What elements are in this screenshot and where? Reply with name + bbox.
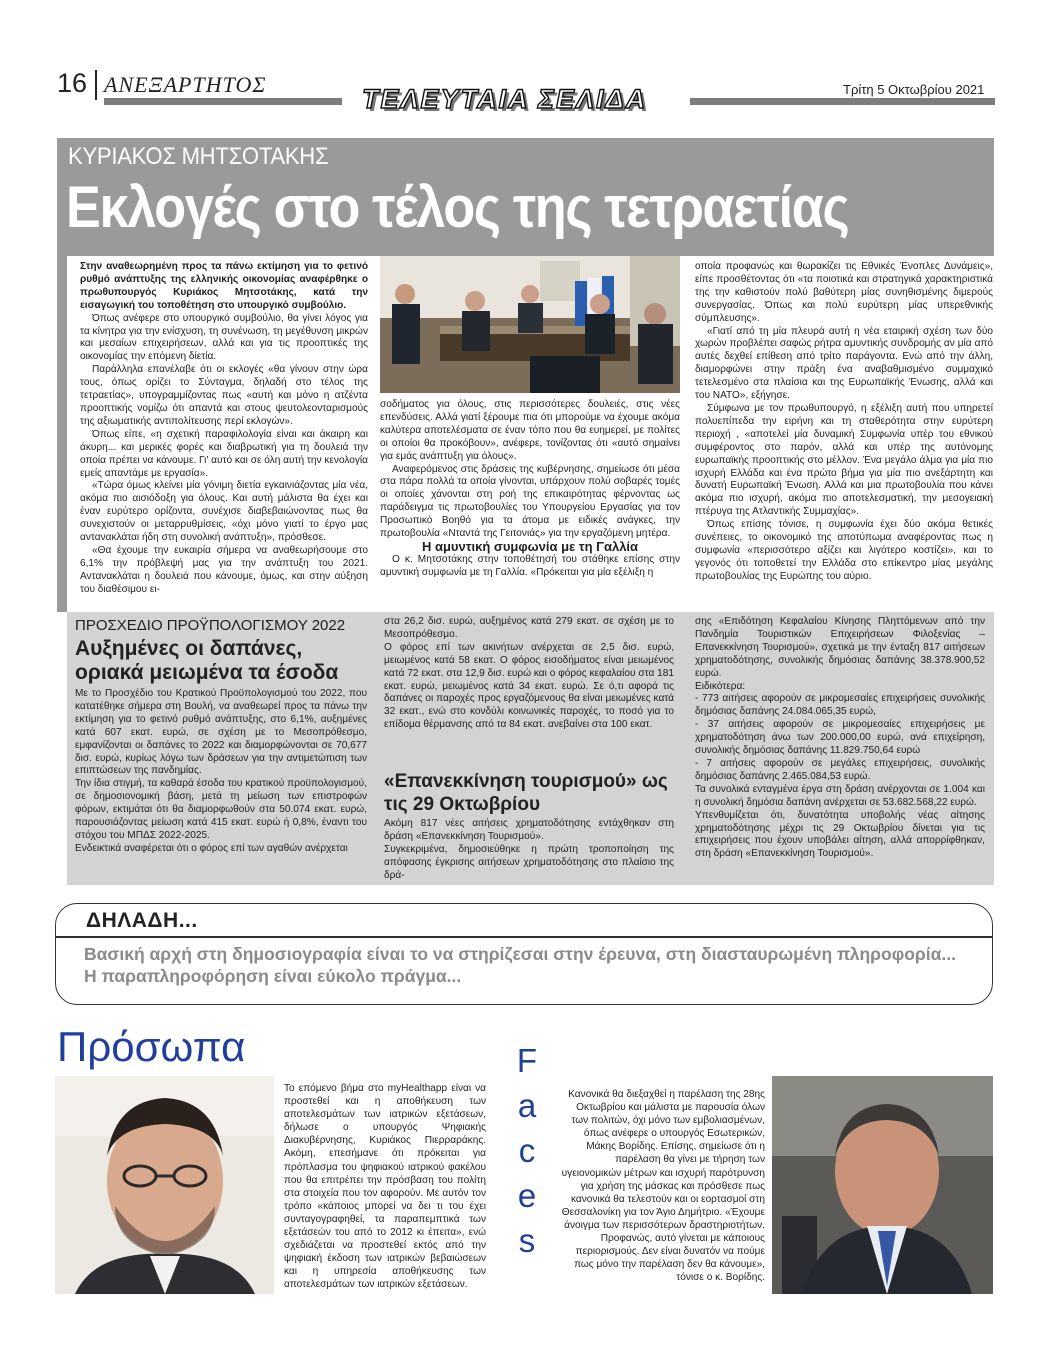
paragraph: Συγκεκριμένα, δημοσιεύθηκε η πρώτη τροποποίηση της απόφασης έγκρισης αιτήσεων χρηματοδότησης στο πλαίσιο της δρά- [384, 843, 674, 881]
faces-vertical-word [512, 1038, 542, 1263]
paragraph: Κανονικά θα διεξαχθεί η παρέλαση της 28ης Οκτωβρίου και μάλιστα με παρουσία όλων των πολιτών, όχι μόνο των εμβολιασμένων, όπως ανέφερε ο υπουργός Εσωτερικών, Μάκης Βορίδης. Επίσης, σημείωσε ότι η παρέλαση θα γίνει με τήρηση των υγειονομικών μέτρων και ισχυρή παρότρυνση για χρήση της μάσκας και πρόσθεσε πως κανονικά θα τελεστούν και οι εορτασμοί στη Θεσσαλονίκη για τον Άγιο Δημήτριο. «Έχουμε άνοιγμα των περισσότερων δραστηριοτήτων. Προφανώς, αυτό γίνεται με κάποιους περιορισμούς. Δεν είναι δυνατόν να πούμε πως μόνο την παρέλαση δεν θα κάνουμε», τόνισε ο κ. Βορίδης. [561, 1089, 765, 1284]
paragraph: Με το Προσχέδιο του Κρατικού Προϋπολογισμού του 2022, που κατατέθηκε σήμερα στη Βουλή, να αναθεωρεί προς τα πάνω την εκτίμηση για το φετινό ρυθμό ανάπτυξης, στο 6,1%, αυξημένες κατά 607 εκατ. ευρώ, σε σχέση με το Μεσοπρόθεσμο, εμφανίζονται οι δαπάνες το 2022 και διαμορφώνονται σε 70,677 δισ. ευρώ, κυρίως λόγω των δράσεων για την αντιμετώπιση των επιπτώσεων της πανδημίας. [75, 688, 367, 777]
faces-letter: e [517, 1177, 537, 1214]
paragraph: Ενδεικτικά αναφέρεται ότι ο φόρος επί των αγαθών ανέρχεται [75, 842, 348, 854]
section-title: ΤΕΛΕΥΤΑΙΑ ΣΕΛΙΔΑ [362, 84, 648, 114]
faces-letter: F [516, 1042, 538, 1079]
article-column-1 [80, 261, 368, 597]
paragraph: Όπως είπε, «η σχετική παραφιλολογία είναι και άκαιρη και άκυρη... και μερικές φορές και διαβρωτική για τη δουλειά την οποία πρέπει να κάνουμε. Γι' αυτό και σε όλη αυτή την κενολογία εμείς απαντάμε με εργασία». [80, 428, 369, 479]
budget-column-1 [75, 688, 367, 856]
budget-column-2 [384, 616, 674, 732]
paragraph: Όπως ανέφερε στο υπουργικό συμβούλιο, θα γίνει λόγος για τα κίνητρα για την ενίσχυση, τη συνένωση, τη μεγέθυνση μικρών και μεσαίων επιχειρήσεων, αλλά και για τις προοπτικές της οικονομίας την επόμενη δίετία. [80, 312, 368, 363]
column-shade [57, 256, 67, 612]
budget-headline: Αυξημένες οι δαπάνες, οριακά μειωμένα τα έσοδα [75, 637, 339, 684]
paragraph: Ακόμη 817 νέες αιτήσεις χρηματοδότησης εντάχθηκαν στη δράση «Επανεκκίνηση Τουρισμού». [384, 818, 674, 842]
article-subheading: Η αμυντική συμφωνία με τη Γαλλία [421, 538, 639, 554]
article-column-2 [380, 399, 680, 580]
paragraph: Όπως επίσης τόνισε, η συμφωνία έχει δύο ακόμα θετικές συνέπειες, το οικονομικό της αποτύπωμα αναφέροντας πως η συμφωνία «περισσότερο αξίζει και λιγότερο κοστίζει», και το γεγονός ότι τοποθετεί την Ελλάδα στο επίκεντρο μίας μεγάλης πρωτοβουλίας της Ευρώπης του αύριο. [695, 519, 993, 582]
prosopa-right-text [560, 1088, 765, 1284]
paragraph: Ειδικότερα: [695, 680, 746, 692]
article-kicker: ΚΥΡΙΑΚΟΣ ΜΗΤΣΟΤΑΚΗΣ [68, 143, 329, 170]
tourism-column-2 [384, 818, 674, 883]
article-headline: Εκλογές στο τέλος της τετραετίας [66, 175, 849, 240]
paragraph: Ο φόρος επί των ακινήτων ανέρχεται σε 2,5 δισ. ευρώ, μειωμένος κατά 58 εκατ. Ο φόρος εισοδήματος είναι μειωμένος κατά 72 εκατ. στα 12,9 δισ. ευρώ και ο φόρος κεφαλαίου στα 181 εκατ. ευρώ, μειωμένος κατά 34 εκατ. ευρώ. Σε ό,τι αφορά τις δαπάνες οι παροχές προς εργαζόμενους θα είναι μειωμένες κατά 32 εκατ., ενώ στο κονδύλι κοινωνικές παροχές, το ποσό για το επίδομα θέρμανσης από τα 84 εκατ. ανεβαίνει στα 100 εκατ. [384, 641, 674, 731]
header-divider [95, 70, 97, 100]
prosopa-left-text [284, 1082, 486, 1292]
paragraph: οποία προφανώς και θωρακίζει τις Εθνικές Ένοπλες Δυνάμεις», είπε προσθέτοντας ότι «τα ποιοτικά και στρατηγικά χαρακτηριστικά της την καθιστούν πολύ βαθύτερη μίας συνηθισμένης διμερούς συνεργασίας. Όπως και πολύ ευρύτερη μίας υπερεθνικής σύμπλευσης». [695, 261, 993, 324]
paragraph: Παράλληλα επανέλαβε ότι οι εκλογές «θα γίνουν στην ώρα τους, όπως ορίζει το Σύνταγμα, δηλαδή στο τέλος της τετραετίας», υπογραμμίζοντας πως «αυτή και μόνο η ατζέντα προοπτικής νομίζω ότι απαντά και στους ψευτολεονταρισμούς της αξιωματικής αντιπολίτευσης περί εκλογών». [80, 364, 368, 427]
paragraph: «Θα έχουμε την ευκαιρία σήμερα να αναθεωρήσουμε στο 6,1% την πρόβλεψή μας για την ανάπτυξη του 2021. Αντανακλάται η δουλειά που κάνουμε, όμως, και στην αύξηση του διαθέσιμου ει- [80, 544, 368, 595]
paper-name: ΑΝΕΞΑΡΤΗΤΟΣ [104, 72, 267, 97]
faces-letter: a [517, 1087, 537, 1124]
faces-letter: c [518, 1132, 536, 1169]
prosopa-title: Πρόσωπα [57, 1023, 246, 1070]
paragraph: σοδήματος για όλους, στις περισσότερες δουλειές, στις νέες επενδύσεις. Αλλά γιατί ξέρουμε πια ότι μπορούμε να έχουμε ακόμα καλύτερα αποτελέσματα σε έναν τόπο που θα ευημερεί, με πολίτες οι οποίοι θα προκόβουν», ανέφερε, τονίζοντας ότι «αυτό σημαίνει για εμάς ανάπτυξη για όλους». [380, 399, 680, 462]
tourism-headline: «Επανεκκίνηση τουρισμού» ως τις 29 Οκτωβρίου [384, 771, 668, 815]
article-column-3 [695, 261, 993, 584]
paragraph: Την ίδια στιγμή, τα καθαρά έσοδα του κρατικού προϋπολογισμού, σε δημοσιονομική βάση, μετά τη μείωση των επιστροφών φόρων, εκτιμάται ότι θα διαμορφωθούν στα 50.074 εκατ. ευρώ, παρουσιάζοντας μείωση κατά 415 εκατ. ευρώ ή 0,8%, έναντι του στόχου του ΜΠΔΣ 2022-2025. [75, 778, 367, 841]
paragraph: Ο κ. Μητσοτάκης στην τοποθέτησή του στάθηκε επίσης στην αμυντική συμφωνία με τη Γαλλία. «Πρόκειται για μία εξέλιξη η [380, 553, 680, 578]
article-lead: Στην αναθεωρημένη προς τα πάνω εκτίμηση για το φετινό ρυθμό ανάπτυξης της ελληνικής οικονομίας αναφέρθηκε ο πρωθυπουργός Κυριάκος Μητσοτάκης, κατά την εισαγωγική του τοποθέτηση στο υπουργικό συμβούλιο. [80, 261, 368, 311]
header-rule-left [104, 98, 342, 105]
header-rule-right [690, 98, 995, 105]
paragraph: Το επόμενο βήμα στο myHealthapp είναι να προστεθεί και η αποθήκευση των αποτελεσμάτων των ιατρικών εξετάσεων, δήλωσε ο υπουργός Ψηφιακής Διακυβέρνησης, Κυριάκος Πιερραράκης. Ακόμη, επεσήμανε ότι πρόκειται για πρόπλασμα του ψηφιακού ιατρικού φακέλου που θα επιτρέπει την πρόσβαση του πολίτη στα στοιχεία που τον αφορούν. Με αυτόν τον τρόπο «κάποιος μπορεί να δει τι του έχει συνταγογραφηθεί, τα παραπεμπτικά των εξετάσεών του από το 2012 κι έπειτα», ενώ σχεδιάζεται να προστεθεί εκτός από την ψηφιακή έκδοση των ιατρικών βεβαιώσεων και η υπηρεσία αποθήκευσης των αποτελεσμάτων των ιατρικών εξετάσεων. [284, 1083, 486, 1291]
voridis-photo [772, 1076, 993, 1294]
diladi-title: ΔΗΛΑΔΗ... [86, 909, 198, 932]
paragraph: - 773 αιτήσεις αφορούν σε μικρομεσαίες επιχειρήσεις συνολικής δημόσιας δαπάνης 24.084.065,35 ευρώ, [695, 693, 985, 718]
paragraph: «Τώρα όμως κλείνει μία γόνιμη διετία εγκαινιάζοντας μία νέα, ακόμα πιο αισιόδοξη για όλους. Και αυτή μάλιστα θα έχει και έναν ευρύτερο ορίζοντα, συνέχισε διαβεβαιώνοντας πως θα συνεχιστούν οι μεταρρυθμίσεις, «όχι μόνο γιατί το έργο μας αντανακλάται ήδη στη συνολική ανάπτυξη», πρόσθεσε. [80, 480, 368, 544]
header-date: Τρίτη 5 Οκτωβρίου 2021 [843, 82, 985, 97]
cabinet-meeting-photo [380, 256, 680, 393]
paragraph: σης «Επιδότηση Κεφαλαίου Κίνησης Πληττόμενων από την Πανδημία Τουριστικών Επιχειρήσεων Φιλοξενίας – Επανεκκίνηση Τουρισμού», σχετικά με την ένταξη 817 αιτήσεων χρηματοδότησης, συνολικής δημόσιας δαπάνης 38.378.900,52 ευρώ. [695, 616, 985, 679]
diladi-rule [56, 936, 992, 938]
paragraph: - 7 αιτήσεις αφορούν σε μεγάλες επιχειρήσεις, συνολικής δημόσιας δαπάνης 2.465.084,53 ευρώ. [695, 757, 985, 782]
paragraph: - 37 αιτήσεις αφορούν σε μικρομεσαίες επιχειρήσεις με χρηματοδότηση άνω των 200.000,00 ευρώ, ανά επιχείρηση, συνολικής δημόσιας δαπάνης 11.829.750,64 ευρώ [695, 719, 985, 757]
page-number: 16 [57, 68, 88, 98]
faces-letter: s [518, 1222, 536, 1259]
paragraph: Αναφερόμενος στις δράσεις της κυβέρνησης, σημείωσε ότι μέσα στα πάρα πολλά τα οποία γίνονται, υπάρχουν πολύ σοβαρές τομές οι οποίες χάνονται στη ροή της επικαιρότητας φέρνοντας ως παράδειγμα τις πρωτοβουλίες του Υπουργείου Εργασίας για τον Προσωπικό Βοηθό για τα άτομα με ειδικές ανάγκες, την πρωτοβουλία «Νταντά της Γειτονιάς» για την εργαζόμενη μητέρα. [380, 463, 680, 540]
paragraph: Υπενθυμίζεται ότι, δυνατότητα υποβολής νέας αίτησης χρηματοδότησης μέχρι τις 29 Οκτωβρίου δίνεται για τις επιχειρήσεις που έχουν υποβάλει αίτηση, αλλά απορρίφθηκαν, στη δράση «Επανεκκίνηση Τουρισμού». [695, 809, 985, 860]
diladi-text: Βασική αρχή στη δημοσιογραφία είναι το να στηρίζεσαι στην έρευνα, στη διασταυρωμένη πληροφορία... Η παραπληροφόρηση είναι εύκολο πράγμα... [84, 944, 956, 986]
paragraph: στα 26,2 δισ. ευρώ, αυξημένος κατά 279 εκατ. σε σχέση με το Μεσοπρόθεσμο. [384, 616, 674, 640]
paragraph: Τα συνολικά ενταγμένα έργα στη δράση ανέρχονται σε 1.004 και η συνολική δημόσια δαπάνη ανέρχεται σε 53.682.568,22 ευρώ. [695, 783, 985, 808]
paragraph: «Γιατί από τη μία πλευρά αυτή η νέα εταιρική σχέση των δύο χωρών προβλέπει σαφώς ρήτρα αμυντικής συνδρομής αν μία από αυτές δεχθεί επίθεση από τρίτο παράγοντα. Ενώ από την άλλη, διαμορφώνει στην πράξη ένα αναβαθμισμένο συμμαχικό τετελεσμένο στα πλαίσια και της Ευρωπαϊκής Ένωσης, αλλά και του ΝΑΤΟ», εξήγησε. [695, 325, 993, 402]
pierrakakis-photo [55, 1076, 274, 1294]
tourism-column-3 [695, 616, 985, 861]
paragraph: Σύμφωνα με τον πρωθυπουργό, η εξέλιξη αυτή που υπηρετεί πολυεπίπεδα την ειρήνη και τη σταθερότητα στην ευρύτερη περιοχή , «αποτελεί μία δυναμική Συμφωνία υπέρ του εθνικού συμφέροντος στο παρόν, αλλά και υπέρ της αυτόνομης ευρωπαϊκής προοπτικής στο μέλλον. Ένα μεγάλο άλμα για μία πιο ισχυρή Ελλάδα και ένα πρώτο βήμα για μία πιο ανεξάρτητη και δυνατή Ευρωπαϊκή Ένωση. Αλλά και μια πρωτοβουλία που κάνει ακόμα πιο ισχυρή, ακόμα πιο αποτελεσματική, την μεσογειακή πτέρυγα της Ατλαντικής Συμμαχίας». [695, 402, 993, 518]
budget-kicker: ΠΡΟΣΧΕΔΙΟ ΠΡΟΫΠΟΛΟΓΙΣΜΟΥ 2022 [75, 617, 346, 634]
